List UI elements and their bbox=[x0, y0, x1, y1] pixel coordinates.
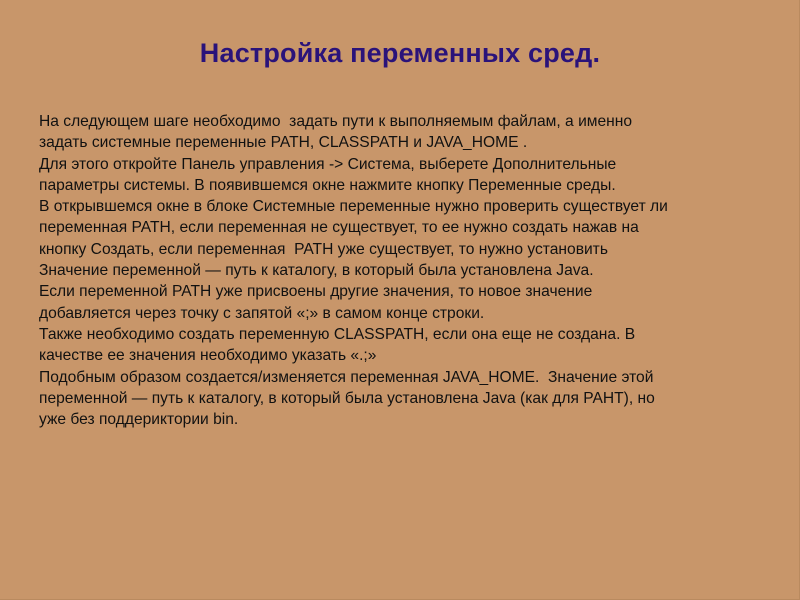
body-line: Также необходимо создать переменную CLASSPATH, если она еще не создана. В bbox=[39, 325, 636, 343]
body-line: качестве ее значения необходимо указать «.;» bbox=[39, 347, 377, 365]
slide-body bbox=[39, 111, 769, 430]
body-line: переменной — путь к каталогу, в который была установлена Java (как для PAHT), но bbox=[39, 389, 655, 407]
body-line: задать системные переменные PATH, CLASSPATH и JAVA_HOME . bbox=[39, 134, 528, 152]
body-line: добавляется через точку с запятой «;» в самом конце строки. bbox=[39, 304, 485, 322]
body-line: параметры системы. В появившемся окне нажмите кнопку Переменные среды. bbox=[39, 176, 616, 194]
body-line: переменная PATH, если переменная не существует, то ее нужно создать нажав на bbox=[39, 219, 639, 237]
body-line: Подобным образом создается/изменяется переменная JAVA_HOME. Значение этой bbox=[39, 368, 654, 386]
body-line: На следующем шаге необходимо задать пути к выполняемым файлам, а именно bbox=[39, 113, 633, 130]
slide-title: Настройка переменных сред. bbox=[199, 38, 601, 68]
body-line: Значение переменной — путь к каталогу, в который была установлена Java. bbox=[39, 262, 594, 280]
body-line: кнопку Создать, если переменная PATH уже существует, то нужно установить bbox=[39, 240, 608, 258]
body-line: В открывшемся окне в блоке Системные переменные нужно проверить существует ли bbox=[39, 198, 668, 216]
body-line: Если переменной PATH уже присвоены другие значения, то новое значение bbox=[39, 283, 593, 301]
body-line: уже без поддериктории bin. bbox=[39, 411, 239, 429]
body-line: Для этого откройте Панель управления -> Система, выберете Дополнительные bbox=[39, 155, 617, 173]
